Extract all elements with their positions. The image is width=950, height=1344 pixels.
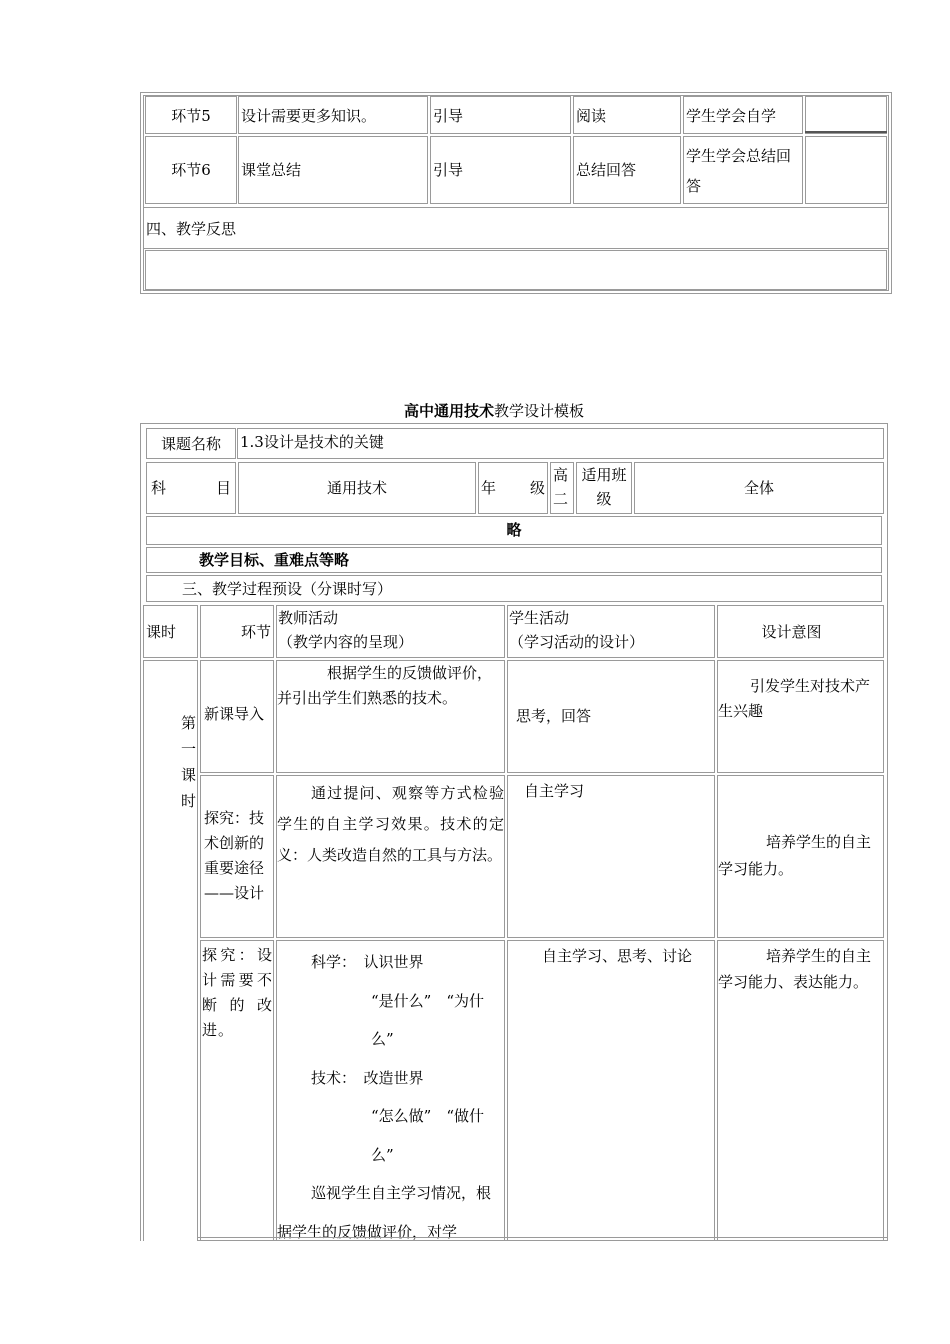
label-subject bbox=[146, 462, 236, 514]
label-course: 课题名称 bbox=[146, 428, 236, 459]
row3-teacher-line-1: 科学： 认识世界 bbox=[311, 953, 424, 971]
omitted-row: 略 bbox=[146, 516, 882, 545]
header-intent: 设计意图 bbox=[717, 605, 884, 658]
row6-step: 环节6 bbox=[145, 136, 237, 204]
row2-intent: 培养学生的自主学习能力。 bbox=[717, 775, 884, 938]
section4-body bbox=[145, 250, 887, 290]
title-rest: 教学设计模板 bbox=[494, 402, 585, 420]
grade-value: 高二 bbox=[550, 462, 574, 514]
row5-intent: 学生学会自学 bbox=[683, 96, 803, 134]
header-student-title: 学生活动 bbox=[509, 609, 570, 627]
row1-student: 思考，回答 bbox=[507, 660, 715, 773]
course-name: 1.3设计是技术的关键 bbox=[237, 428, 884, 459]
row6-student: 总结回答 bbox=[573, 136, 681, 204]
row3-student: 自主学习、思考、讨论 bbox=[507, 940, 715, 1241]
row5-step: 环节5 bbox=[145, 96, 237, 134]
row6-intent: 学生学会总结回答 bbox=[683, 136, 803, 204]
section3-row: 三、教学过程预设（分课时写） bbox=[146, 575, 882, 602]
label-class: 适用班级 bbox=[576, 462, 632, 514]
row5-bottom-rule bbox=[805, 131, 887, 133]
row3-teacher-line-2: “是什么” “为什么” bbox=[371, 991, 485, 1048]
row2-step: 探究：技术创新的重要途径——设计 bbox=[200, 775, 274, 938]
header-period: 课时 bbox=[143, 605, 198, 658]
label-grade-2: 级 bbox=[529, 479, 545, 497]
row2-teacher: 通过提问、观察等方式检验学生的自主学习效果。技术的定义：人类改造自然的工具与方法。 bbox=[276, 775, 505, 938]
label-subject-2: 目 bbox=[215, 479, 231, 497]
row1-step: 新课导入 bbox=[200, 660, 274, 773]
row3-teacher-line-3: 技术： 改造世界 bbox=[311, 1068, 424, 1087]
row6-extra bbox=[805, 136, 887, 204]
page-title bbox=[0, 399, 950, 423]
class-value: 全体 bbox=[634, 462, 884, 514]
row1-teacher: 根据学生的反馈做评价，并引出学生们熟悉的技术。 bbox=[276, 660, 505, 773]
row6-content: 课堂总结 bbox=[238, 136, 428, 204]
header-teacher-sub: （教学内容的呈现） bbox=[278, 633, 414, 651]
row1-intent: 引发学生对技术产生兴趣 bbox=[717, 660, 884, 773]
header-teacher bbox=[276, 605, 505, 658]
row3-step: 探究：设计需要不断的改进。 bbox=[200, 940, 274, 1241]
label-subject-1: 科 bbox=[151, 479, 167, 497]
row5-teacher: 引导 bbox=[430, 96, 571, 134]
row3-teacher-line-4: “怎么做” “做什么” bbox=[371, 1107, 485, 1164]
row5-extra bbox=[805, 96, 887, 134]
row3-teacher-line-5: 巡视学生自主学习情况，根据学生的反馈做评价，对学 bbox=[277, 1184, 492, 1241]
row5-student: 阅读 bbox=[573, 96, 681, 134]
header-student bbox=[507, 605, 715, 658]
header-step: 环节 bbox=[200, 605, 274, 658]
header-student-sub: （学习活动的设计） bbox=[509, 633, 645, 651]
period-1-label: 第一课时 bbox=[181, 714, 197, 810]
row6-teacher: 引导 bbox=[430, 136, 571, 204]
row5-content: 设计需要更多知识。 bbox=[238, 96, 428, 134]
goals-row: 教学目标、重难点等略 bbox=[146, 547, 882, 573]
label-grade bbox=[478, 462, 548, 514]
subject-value: 通用技术 bbox=[238, 462, 476, 514]
row3-intent: 培养学生的自主学习能力、表达能力。 bbox=[717, 940, 884, 1241]
label-grade-1: 年 bbox=[481, 479, 497, 497]
section4-label: 四、教学反思 bbox=[143, 207, 889, 249]
header-teacher-title: 教师活动 bbox=[278, 609, 339, 627]
row3-teacher bbox=[276, 940, 505, 1241]
title-bold: 高中通用技术 bbox=[403, 402, 494, 420]
table-bottom-rule bbox=[198, 1237, 888, 1241]
row2-student: 自主学习 bbox=[507, 775, 715, 938]
